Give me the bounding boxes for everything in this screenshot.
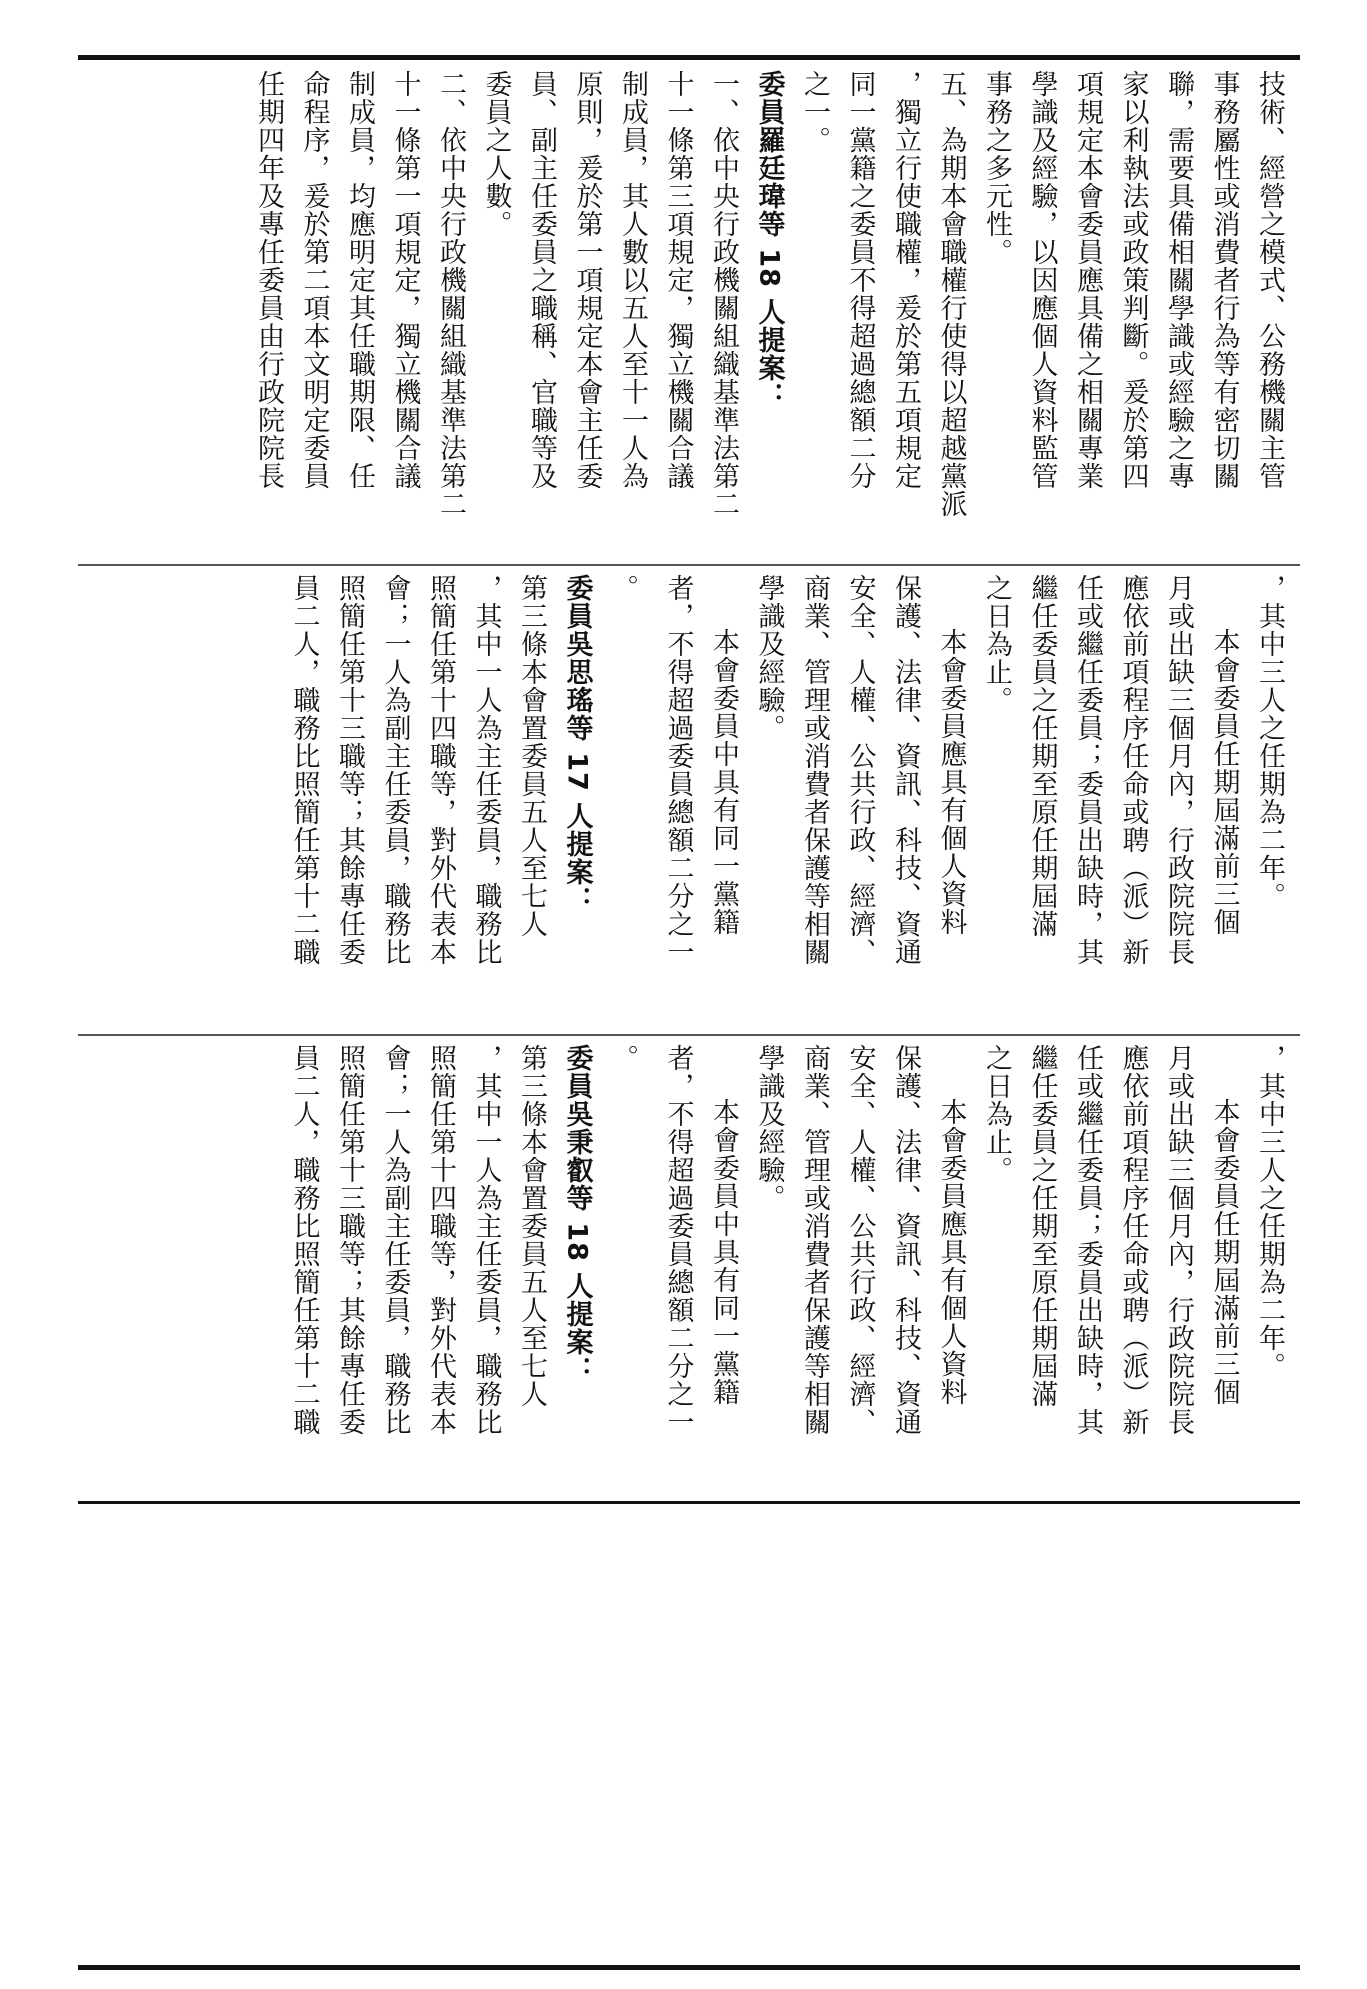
text-line: 學識及經驗。	[753, 1044, 785, 1212]
text-line: 照簡任第十三職等；其餘專任委	[334, 1044, 365, 1436]
text-line: 員、副主任委員之職稱、官職等及	[526, 70, 557, 490]
text-line: ，其中三人之任期為二年。	[1254, 1044, 1285, 1380]
text-line: 事務屬性或消費者行為等有密切關	[1208, 70, 1240, 490]
article-text-column	[92, 574, 1292, 1029]
text-line: 本會委員任期屆滿前三個	[1208, 1098, 1240, 1406]
text-line: 員二人，職務比照簡任第十二職	[288, 1044, 320, 1436]
text-line: 委員之人數。	[480, 70, 512, 238]
text-line: 月或出缺三個月內，行政院院長	[1163, 574, 1194, 966]
proposal-heading: 委員吳思瑤等 17 人提案：	[561, 574, 593, 915]
text-line: 本會委員應具有個人資料	[935, 628, 967, 936]
text-line: 本會委員中具有同一黨籍	[708, 628, 739, 936]
text-line: 安全、人權、公共行政、經濟、	[844, 574, 876, 966]
text-line: 學識及經驗。	[753, 574, 785, 742]
text-line: 繼任委員之任期至原任期屆滿	[1026, 1044, 1058, 1408]
article-text-column	[92, 1044, 1292, 1494]
text-line: 同一黨籍之委員不得超過總額二分	[844, 70, 876, 490]
text-line: 會；一人為副主任委員，職務比	[379, 1044, 411, 1436]
text-line: 任期四年及專任委員由行政院院長	[253, 70, 284, 490]
text-line	[509, 574, 555, 1029]
text-line: 原則，爰於第一項規定本會主任委	[571, 70, 603, 490]
text-line: 技術、經營之模式、公務機關主管	[1254, 70, 1285, 490]
text-line: 制成員，其人數以五人至十一人為	[617, 70, 648, 490]
text-line: 命程序，爰於第二項本文明定委員	[298, 70, 330, 490]
text-line: 十一條第一項規定，獨立機關合議	[389, 70, 421, 490]
text-line: ，其中三人之任期為二年。	[1254, 574, 1285, 910]
text-line: 應依前項程序任命或聘（派）新	[1117, 574, 1149, 966]
text-line: 之一。	[799, 70, 830, 154]
text-line: 本會委員中具有同一黨籍	[708, 1098, 739, 1406]
column-divider	[78, 564, 1300, 566]
article-label: 第三條	[516, 574, 547, 658]
text-line: 照簡任第十四職等，對外代表本	[425, 1044, 456, 1436]
article-label: 第三條	[516, 1044, 547, 1128]
proposal-heading: 委員羅廷瑋等 18 人提案：	[753, 70, 785, 411]
text-line: 商業、管理或消費者保護等相關	[799, 574, 830, 966]
text-line: 者，不得超過委員總額二分之一	[662, 1044, 694, 1436]
text-line	[509, 1044, 555, 1494]
text-line: ，其中一人為主任委員，職務比	[470, 574, 502, 966]
text-line: ，獨立行使職權，爰於第五項規定	[890, 70, 921, 490]
text-line: 一、依中央行政機關組織基準法第二	[708, 70, 739, 518]
text-line: 五、為期本會職權行使得以超越黨派	[935, 70, 967, 518]
text-line: 。	[607, 1044, 638, 1072]
text-line: 商業、管理或消費者保護等相關	[799, 1044, 830, 1436]
text-line: 之日為止。	[981, 1044, 1012, 1184]
text-line: 應依前項程序任命或聘（派）新	[1117, 1044, 1149, 1436]
article-text: 本會置委員五人至七人	[516, 1128, 547, 1408]
text-line: 。	[607, 574, 638, 602]
text-line: 員二人，職務比照簡任第十二職	[288, 574, 320, 966]
text-line: 家以利執法或政策判斷。爰於第四	[1117, 70, 1149, 490]
text-line: 照簡任第十四職等，對外代表本	[425, 574, 456, 966]
text-line: 任或繼任委員；委員出缺時，其	[1072, 574, 1103, 966]
text-line: 事務之多元性。	[981, 70, 1012, 266]
text-line: 本會委員應具有個人資料	[935, 1098, 967, 1406]
article-text: 本會置委員五人至七人	[516, 658, 547, 938]
proposal-heading: 委員吳秉叡等 18 人提案：	[561, 1044, 593, 1385]
text-line: 照簡任第十三職等；其餘專任委	[334, 574, 365, 966]
text-line: 學識及經驗，以因應個人資料監管	[1026, 70, 1058, 490]
column-divider	[78, 1034, 1300, 1036]
text-line: 安全、人權、公共行政、經濟、	[844, 1044, 876, 1436]
text-line: 十一條第三項規定，獨立機關合議	[662, 70, 694, 490]
page-bottom-rule	[78, 1965, 1300, 1970]
text-line: 聯，需要具備相關學識或經驗之專	[1163, 70, 1194, 490]
text-line: 之日為止。	[981, 574, 1012, 714]
explanation-column	[92, 70, 1292, 560]
text-line: 者，不得超過委員總額二分之一	[662, 574, 694, 966]
text-line: 保護、法律、資訊、科技、資通	[890, 1044, 921, 1436]
text-line: 項規定本會委員應具備之相關專業	[1072, 70, 1103, 490]
top-rule	[78, 55, 1300, 60]
text-line: 會；一人為副主任委員，職務比	[379, 574, 411, 966]
text-line: 制成員，均應明定其任職期限、任	[344, 70, 375, 490]
text-line: 本會委員任期屆滿前三個	[1208, 628, 1240, 936]
text-line: 月或出缺三個月內，行政院院長	[1163, 1044, 1194, 1436]
text-line: 任或繼任委員；委員出缺時，其	[1072, 1044, 1103, 1436]
text-line: 保護、法律、資訊、科技、資通	[890, 574, 921, 966]
table-bottom-rule	[78, 1501, 1300, 1504]
text-line: 二、依中央行政機關組織基準法第二	[435, 70, 466, 518]
text-line: 繼任委員之任期至原任期屆滿	[1026, 574, 1058, 938]
text-line: ，其中一人為主任委員，職務比	[470, 1044, 502, 1436]
